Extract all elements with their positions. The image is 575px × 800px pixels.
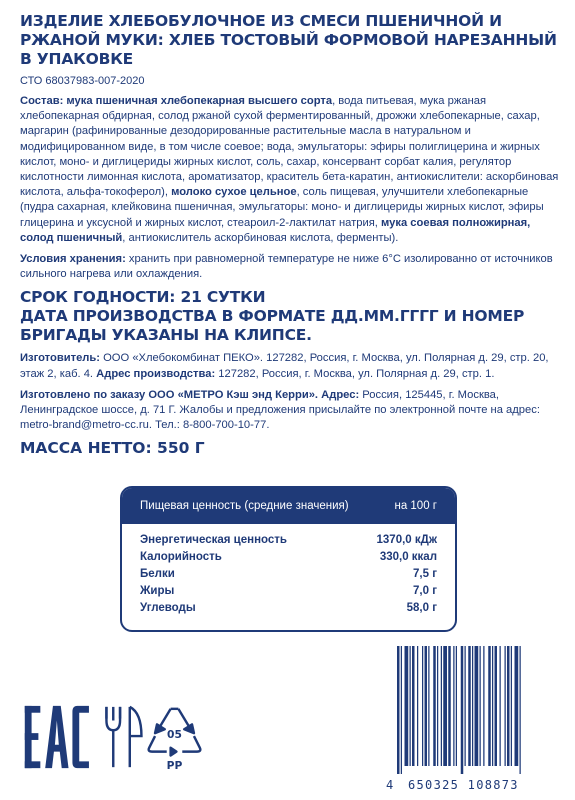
composition-text-1: , вода питьевая, мука ржаная хлебопекарная обдирная, солод ржаной сухой ферментированный, дрожжи хлебопекарные, сахар, маргарин (рафинированные дезодорированные растительные масла в натуральном и модифицированном виде, в том числе соевое; вода, эмульгаторы: эфиры полиглицерина и жирных кислот, моно- и диглицериды жирных кислот, соль, сахар, консервант сорбат калия, регулятор кислотности лимонная кислота, ароматизатор, краситель бета-каратин, антиокислители: аскорбиновая кислота, альфа-токоферол), <box>20 95 559 199</box>
barcode-number: 650325 108873 <box>408 778 519 792</box>
nutrient-value: 1370,0 кДж <box>376 534 437 546</box>
barcode-bar <box>456 646 457 766</box>
ordered-by-label: Изготовлено по заказу ООО «МЕТРО Кэш энд Керри». Адрес: <box>20 388 360 401</box>
barcode-bar <box>511 646 512 766</box>
nutrition-rows <box>122 524 455 617</box>
nutrition-row <box>140 566 437 583</box>
nutrition-header-label: Пищевая ценность (средние значения) <box>140 500 349 512</box>
barcode-bar <box>410 646 411 766</box>
manufacturer-text: ООО «Хлебокомбинат ПЕКО». 127282, Россия, г. Москва, ул. Полярная д. 29, стр. 20, этаж 2, каб. 4. <box>20 352 549 380</box>
nutrition-row <box>140 532 437 549</box>
barcode-bar <box>422 646 423 766</box>
nutrient-name: Белки <box>140 568 175 580</box>
food-contact-icon <box>106 707 141 767</box>
production-date-note: ДАТА ПРОИЗВОДСТВА В ФОРМАТЕ ДД.ММ.ГГГГ И НОМЕР БРИГАДЫ УКАЗАНЫ НА КЛИПСЕ. <box>20 307 525 345</box>
nutrition-header <box>122 488 455 524</box>
barcode-bar <box>397 646 400 774</box>
barcode-bar <box>495 646 498 766</box>
barcode-bar <box>405 646 409 766</box>
label-text <box>20 12 560 458</box>
certification-icons <box>22 703 222 773</box>
barcode-bar <box>465 646 466 766</box>
barcode-bar <box>507 646 510 766</box>
production-address-label: Адрес производства: <box>96 367 216 380</box>
nutrient-value: 58,0 г <box>406 602 437 614</box>
manufacturer-label: Изготовитель: <box>20 352 100 365</box>
barcode-icon <box>395 646 560 774</box>
barcode-bar <box>492 646 493 766</box>
barcode-bar <box>425 646 428 766</box>
barcode-bar <box>401 646 402 774</box>
barcode-bar <box>433 646 436 766</box>
nutrition-header-unit: на 100 г <box>394 500 437 512</box>
barcode-bar <box>437 646 438 766</box>
barcode-bar <box>483 646 484 766</box>
ordered-by <box>20 388 560 434</box>
composition-label: Состав: <box>20 95 64 107</box>
eac-mark-icon <box>25 706 89 768</box>
barcode-bar <box>417 646 418 766</box>
nutrient-value: 7,0 г <box>413 585 437 597</box>
barcode-bar <box>453 646 454 766</box>
storage-text: хранить при равномерной температуре не ниже 6°С изолированно от источников сильного нагрева или охлаждения. <box>20 253 553 281</box>
composition-bold-2: молоко сухое цельное <box>171 186 297 199</box>
barcode-bar <box>515 646 519 766</box>
barcode-bar <box>505 646 506 766</box>
barcode-bar <box>480 646 481 766</box>
nutrition-table <box>120 486 457 632</box>
barcode-bar <box>488 646 491 766</box>
nutrient-value: 7,5 г <box>413 568 437 580</box>
nutrition-row <box>140 583 437 600</box>
barcode-bar <box>468 646 471 766</box>
barcode-bar <box>475 646 479 766</box>
nutrient-value: 330,0 ккал <box>379 551 437 563</box>
nutrition-row <box>140 600 437 617</box>
nutrient-name: Калорийность <box>140 551 222 563</box>
barcode-bar <box>472 646 473 766</box>
storage-label: Условия хранения: <box>20 253 126 266</box>
composition-bold-3: мука соевая полножирная, солод пшеничный <box>20 216 531 244</box>
production-address: 127282, Россия, г. Москва, ул. Полярная д. 29, стр. 1. <box>215 367 495 380</box>
recycle-code: 05 <box>167 728 182 741</box>
barcode-bar <box>441 646 442 766</box>
barcode-bar <box>428 646 429 766</box>
barcode-bar <box>412 646 415 766</box>
net-mass: МАССА НЕТТО: 550 Г <box>20 439 205 458</box>
shelf-life: СРОК ГОДНОСТИ: 21 СУТКИ <box>20 288 266 307</box>
ordered-by-text: Россия, 125445, г. Москва, Ленинградское шоссе, д. 71 Г. Жалобы и предложения присылайте по электронной почте на адрес: metro-brand@metro-cc.ru. Тел.: 8-800-700-10-77. <box>20 388 540 432</box>
barcode-bar <box>443 646 447 766</box>
recycle-material: PP <box>166 759 183 773</box>
composition-text-3: , антиокислитель аскорбиновая кислота, ферменты). <box>122 231 399 244</box>
storage-conditions <box>20 252 560 282</box>
manufacturer <box>20 351 560 381</box>
nutrition-row <box>140 549 437 566</box>
nutrient-name: Жиры <box>140 585 175 597</box>
composition <box>20 94 560 246</box>
nutrient-name: Энергетическая ценность <box>140 534 287 546</box>
composition-text-2: , соль пищевая, улучшители хлебопекарные (пудра сахарная, клейковина пшеничная, эмульгаторы: моно- и диглицериды жирных кислот, эфиры глицерина и уксусной и жирных кислот, стеароил-2-лактилат натрия, <box>20 186 544 229</box>
barcode-bar <box>461 646 464 774</box>
standard-code: СТО 68037983-007-2020 <box>20 75 145 87</box>
barcode-first-digit: 4 <box>386 778 394 792</box>
barcode-bar <box>500 646 501 766</box>
nutrient-name: Углеводы <box>140 602 196 614</box>
barcode-bar <box>520 646 521 774</box>
composition-bold-1: мука пшеничная хлебопекарная высшего сорта <box>66 95 333 107</box>
product-title: ИЗДЕЛИЕ ХЛЕБОБУЛОЧНОЕ ИЗ СМЕСИ ПШЕНИЧНОЙ И РЖАНОЙ МУКИ: ХЛЕБ ТОСТОВЫЙ ФОРМОВОЙ НАРЕЗАННЫЙ В УПАКОВКЕ <box>20 12 557 68</box>
barcode-bar <box>448 646 451 766</box>
